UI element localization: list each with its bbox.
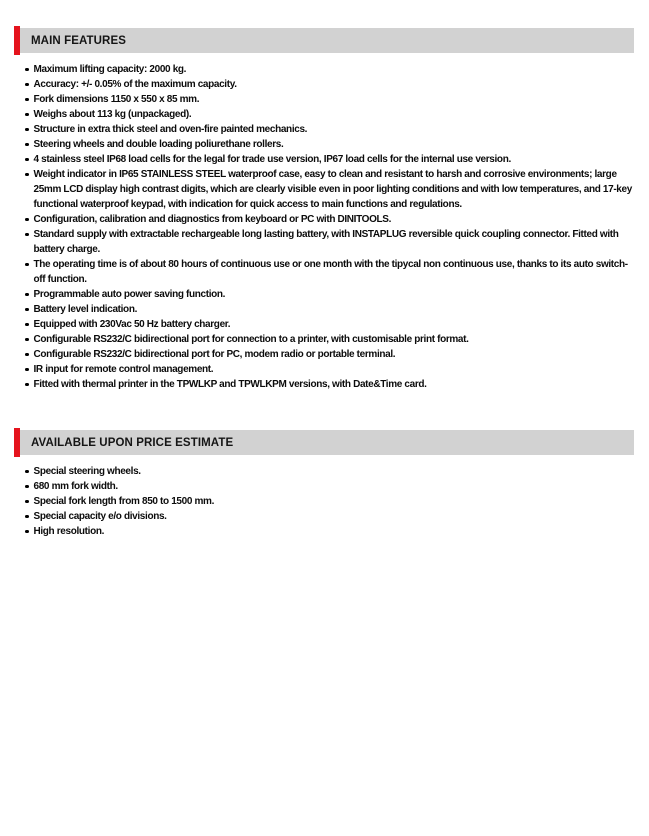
list-item-text: Weight indicator in IP65 STAINLESS STEEL waterproof case, easy to clean and resistant to harsh and corrosive environments; large 25mm LCD display high contrast digits, which are clearly visible even in poor lighting conditions and with low temperatures, and 17-key functional waterproof keypad, with indication for quick access to main functions and regulations.: [33, 169, 632, 210]
list-item: [25, 227, 632, 257]
list-item: [25, 107, 632, 122]
list-item: [25, 77, 632, 92]
list-item: [25, 332, 632, 347]
list-item: [25, 347, 632, 362]
list-item-text: Weighs about 113 kg (unpackaged).: [33, 109, 192, 120]
bullet-icon: [25, 98, 29, 102]
bullet-icon: [25, 143, 29, 147]
list-item: [25, 302, 632, 317]
list-item-text: 4 stainless steel IP68 load cells for the legal for trade use version, IP67 load cells for the internal use version.: [33, 154, 511, 165]
section-header: [14, 28, 634, 53]
list-item-text: Special capacity e/o divisions.: [33, 511, 167, 522]
list-item: [25, 137, 632, 152]
bullet-icon: [25, 263, 29, 267]
bullet-icon: [25, 368, 29, 372]
list-item-text: High resolution.: [33, 526, 105, 537]
bullet-icon: [25, 353, 29, 357]
list-item-text: Accuracy: +/- 0.05% of the maximum capacity.: [33, 79, 237, 90]
bullet-icon: [25, 68, 29, 72]
bullet-icon: [25, 233, 29, 237]
option-list: [14, 464, 634, 539]
list-item: [25, 464, 632, 479]
bullet-icon: [25, 470, 29, 474]
list-item-text: Configurable RS232/C bidirectional port for connection to a printer, with customisable print format.: [33, 334, 469, 345]
bullet-icon: [25, 83, 29, 87]
list-item-text: Special fork length from 850 to 1500 mm.: [33, 496, 215, 507]
list-item: [25, 62, 632, 77]
list-item: [25, 212, 632, 227]
list-item-text: Special steering wheels.: [33, 466, 141, 477]
section-title: MAIN FEATURES: [31, 34, 127, 47]
bullet-icon: [25, 308, 29, 312]
list-item-text: Steering wheels and double loading poliurethane rollers.: [33, 139, 284, 150]
list-item-text: Programmable auto power saving function.: [33, 289, 226, 300]
section-available-upon-price-estimate: [14, 430, 634, 539]
list-item: [25, 287, 632, 302]
bullet-icon: [25, 113, 29, 117]
bullet-icon: [25, 383, 29, 387]
red-accent-bar: [14, 26, 20, 55]
list-item: [25, 317, 632, 332]
bullet-icon: [25, 338, 29, 342]
list-item: [25, 377, 632, 392]
list-item: [25, 524, 632, 539]
bullet-icon: [25, 515, 29, 519]
list-item-text: Equipped with 230Vac 50 Hz battery charger.: [33, 319, 231, 330]
feature-list: [14, 62, 634, 392]
list-item: [25, 509, 632, 524]
list-item-text: Maximum lifting capacity: 2000 kg.: [33, 64, 187, 75]
list-item: [25, 92, 632, 107]
red-accent-bar: [14, 428, 20, 457]
bullet-icon: [25, 218, 29, 222]
list-item: [25, 167, 632, 212]
list-item-text: Configuration, calibration and diagnostics from keyboard or PC with DINITOOLS.: [33, 214, 392, 225]
bullet-icon: [25, 485, 29, 489]
list-item-text: Battery level indication.: [33, 304, 138, 315]
list-item-text: Structure in extra thick steel and oven-fire painted mechanics.: [33, 124, 308, 135]
list-item-text: IR input for remote control management.: [33, 364, 214, 375]
list-item-text: Fitted with thermal printer in the TPWLKP and TPWLKPM versions, with Date&Time card.: [33, 379, 427, 390]
section-title: AVAILABLE UPON PRICE ESTIMATE: [31, 436, 234, 449]
list-item: [25, 257, 632, 287]
list-item-text: The operating time is of about 80 hours of continuous use or one month with the tipycal non continuous use, thanks to its auto switch-off function.: [33, 259, 628, 285]
list-item-text: Standard supply with extractable rechargeable long lasting battery, with INSTAPLUG reversible quick coupling connector. Fitted with battery charge.: [33, 229, 619, 255]
bullet-icon: [25, 530, 29, 534]
list-item-text: Configurable RS232/C bidirectional port for PC, modem radio or portable terminal.: [33, 349, 396, 360]
bullet-icon: [25, 293, 29, 297]
bullet-icon: [25, 323, 29, 327]
list-item: [25, 479, 632, 494]
bullet-icon: [25, 158, 29, 162]
list-item-text: Fork dimensions 1150 x 550 x 85 mm.: [33, 94, 200, 105]
bullet-icon: [25, 173, 29, 177]
list-item: [25, 152, 632, 167]
bullet-icon: [25, 128, 29, 132]
list-item-text: 680 mm fork width.: [33, 481, 118, 492]
list-item: [25, 494, 632, 509]
section-main-features: [14, 28, 634, 392]
section-header: [14, 430, 634, 455]
list-item: [25, 122, 632, 137]
list-item: [25, 362, 632, 377]
bullet-icon: [25, 500, 29, 504]
